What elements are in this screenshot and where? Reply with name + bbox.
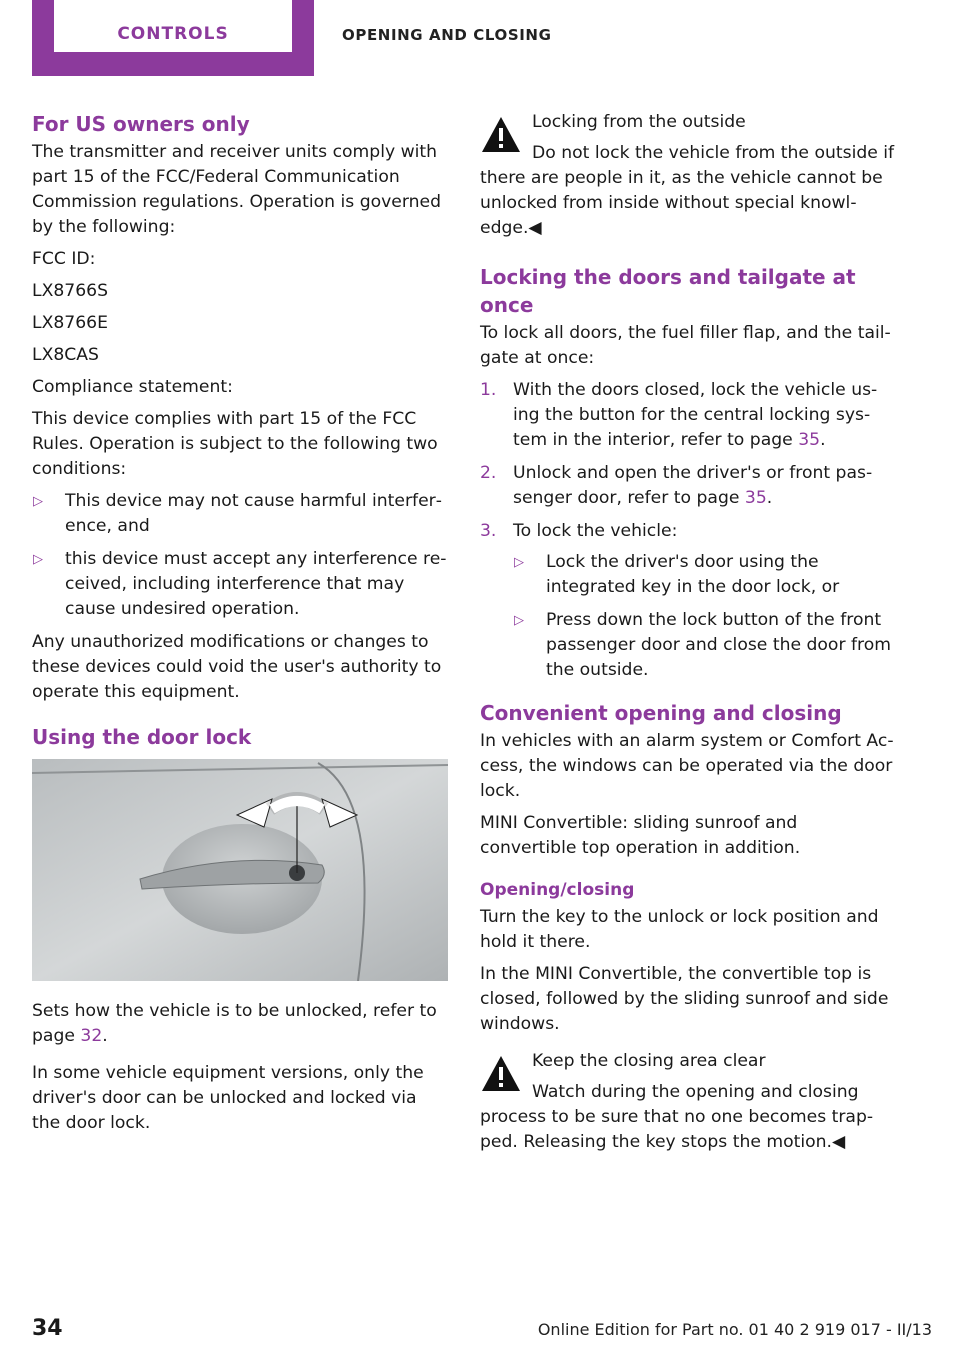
tab-controls[interactable]: CONTROLS bbox=[54, 0, 292, 52]
lock-steps bbox=[480, 378, 898, 683]
list-item: 1. With the doors closed, lock the vehicle us‐ing the button for the central locking sys‐tem in the interior, refer to page 35. bbox=[480, 380, 878, 450]
fcc-id-item: LX8766S bbox=[32, 281, 109, 301]
lock-intro: To lock all doors, the fuel filler flap, and the tail‐gate at once: bbox=[480, 323, 891, 368]
convenient-paragraph: In vehicles with an alarm system or Comfort Ac‐cess, the windows can be operated via the door lock. bbox=[480, 731, 894, 801]
triangle-bullet-icon: ▷ bbox=[33, 552, 43, 567]
conditions-list bbox=[32, 489, 450, 622]
warning-icon bbox=[480, 114, 522, 156]
warning-closing-area bbox=[480, 1049, 898, 1155]
section-title: OPENING AND CLOSING bbox=[342, 26, 552, 44]
list-item: ▷ this device must accept any interference re‐ceived, including interference that may cause undesired operation. bbox=[33, 549, 447, 619]
triangle-bullet-icon: ▷ bbox=[33, 494, 43, 509]
edition-footer: Online Edition for Part no. 01 40 2 919 017 - II/13 bbox=[537, 1320, 932, 1339]
door-lock-heading: Using the door lock bbox=[32, 725, 252, 749]
triangle-bullet-icon: ▷ bbox=[514, 555, 524, 570]
convenient-heading: Convenient opening and closing bbox=[480, 701, 842, 725]
list-item: ▷ This device may not cause harmful interfer‐ence, and bbox=[33, 491, 442, 536]
page-link[interactable]: 32 bbox=[80, 1026, 103, 1046]
warning-text: Watch during the opening and closing process to be sure that no one becomes trap‐ped. Releasing the key stops the motion.◀ bbox=[480, 1082, 874, 1152]
page-number: 34 bbox=[32, 1316, 63, 1341]
triangle-bullet-icon: ▷ bbox=[514, 613, 524, 628]
warning-icon bbox=[480, 1053, 522, 1095]
compliance-label: Compliance statement: bbox=[32, 377, 233, 397]
warning-title: Locking from the outside bbox=[532, 112, 746, 132]
warning-title: Keep the closing area clear bbox=[532, 1051, 766, 1071]
fcc-id-item: LX8CAS bbox=[32, 345, 99, 365]
page-link[interactable]: 35 bbox=[744, 488, 767, 508]
right-column bbox=[480, 110, 898, 1163]
page-link[interactable]: 35 bbox=[798, 430, 821, 450]
opening-closing-heading: Opening/closing bbox=[480, 880, 635, 900]
header-tab-bar bbox=[32, 0, 314, 76]
list-item: ▷ Lock the driver's door using the integrated key in the door lock, or bbox=[514, 552, 840, 597]
convertible-paragraph: MINI Convertible: sliding sunroof and convertible top operation in addition. bbox=[480, 813, 801, 858]
list-item: 2. Unlock and open the driver's or front pas‐senger door, refer to page 35. bbox=[480, 463, 873, 508]
left-column bbox=[32, 110, 450, 1143]
warning-locking-outside bbox=[480, 110, 898, 241]
list-item: ▷ Press down the lock button of the front passenger door and close the door from the outside. bbox=[514, 610, 891, 680]
us-owners-heading: For US owners only bbox=[32, 112, 250, 136]
convertible-top-paragraph: In the MINI Convertible, the convertible top is closed, followed by the sliding sunroof and side windows. bbox=[480, 964, 889, 1034]
modifications-paragraph: Any unauthorized modifications or changes to these devices could void the user's authority to operate this equipment. bbox=[32, 632, 442, 702]
lock-sub-list bbox=[513, 550, 898, 683]
sets-paragraph: Sets how the vehicle is to be unlocked, refer to page 32. bbox=[32, 1001, 437, 1046]
fcc-paragraph: The transmitter and receiver units comply with part 15 of the FCC/Federal Communication Commission regulations. Operation is governed by the following: bbox=[32, 142, 442, 237]
compliance-paragraph: This device complies with part 15 of the FCC Rules. Operation is subject to the following two conditions: bbox=[32, 409, 438, 479]
warning-text: Do not lock the vehicle from the outside if there are people in it, as the vehicle cannot be unlocked from inside without special knowl‐edge.◀ bbox=[480, 143, 895, 238]
equipment-paragraph: In some vehicle equipment versions, only the driver's door can be unlocked and locked via the door lock. bbox=[32, 1063, 424, 1133]
fcc-id-item: LX8766E bbox=[32, 313, 108, 333]
opening-paragraph: Turn the key to the unlock or lock position and hold it there. bbox=[480, 907, 879, 952]
list-item: 3. To lock the vehicle: ▷ Lock the driver's door using the integrated key in the door lock, or ▷ Press down the lock button of the front passenger door and close the door from the outside. bbox=[480, 519, 898, 683]
door-lock-photo bbox=[32, 759, 448, 981]
fcc-id-label: FCC ID: bbox=[32, 249, 96, 269]
lock-all-heading: Locking the doors and tailgate at once bbox=[480, 265, 856, 317]
